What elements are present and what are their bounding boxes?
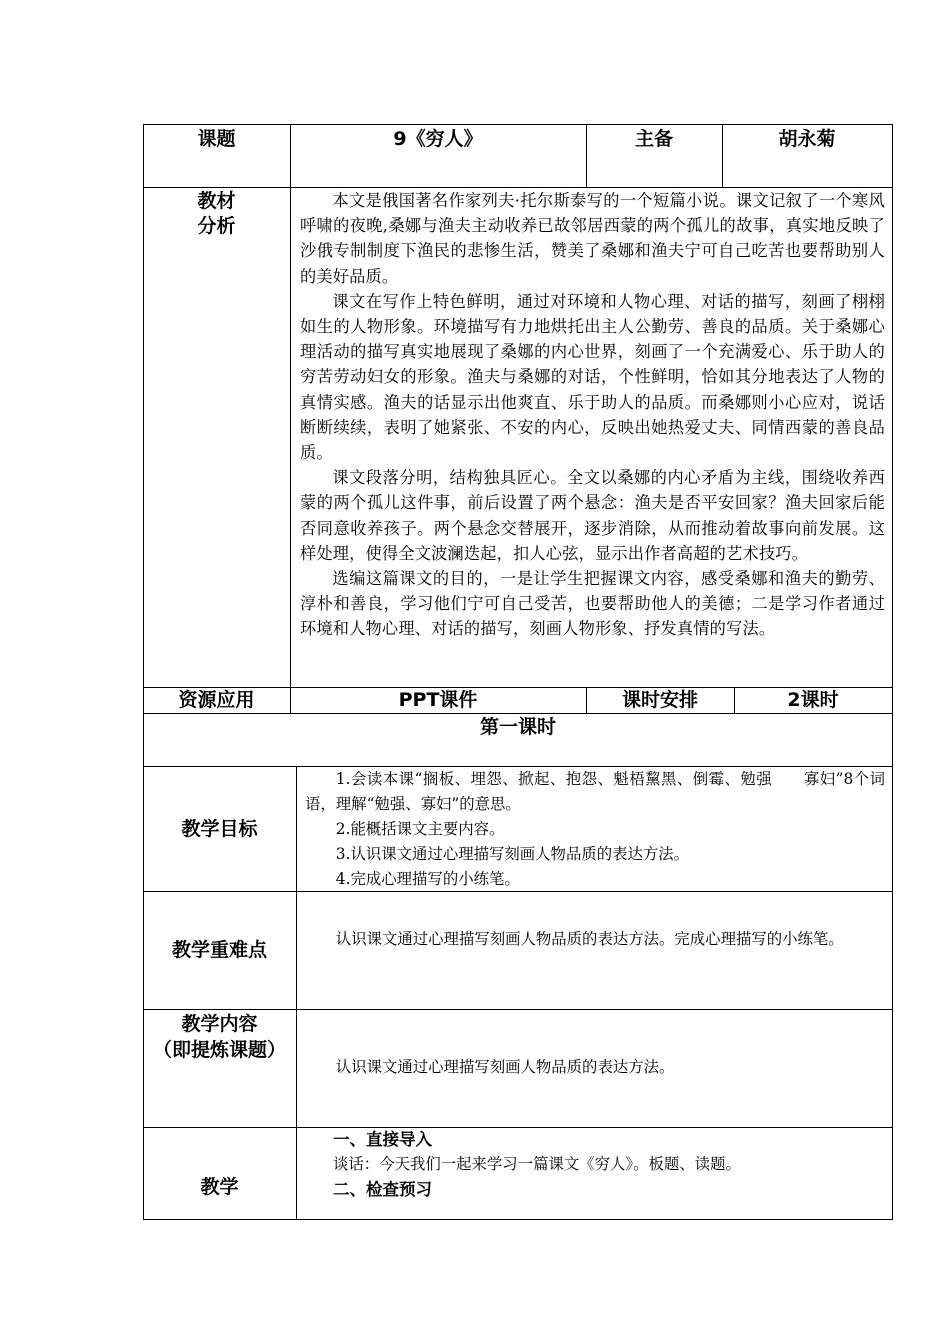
table-border bbox=[296, 766, 297, 1220]
topic-title: 9《穷人》 bbox=[393, 128, 483, 150]
content-text-box bbox=[305, 1055, 885, 1080]
resource-label: 资源应用 bbox=[178, 689, 255, 711]
process-step-text: 谈话：今天我们一起来学习一篇课文《穷人》。板题、读题。 bbox=[333, 1155, 741, 1173]
content-label bbox=[143, 1011, 296, 1063]
preparer-name: 胡永菊 bbox=[778, 128, 836, 150]
content-label-line2: （即提炼课题） bbox=[152, 1039, 286, 1061]
content-label-line1: 教学内容 bbox=[181, 1013, 258, 1035]
schedule-value: 2课时 bbox=[787, 689, 839, 711]
analysis-content bbox=[300, 188, 885, 642]
topic-label: 课题 bbox=[197, 128, 236, 150]
process-step-heading: 一、直接导入 bbox=[333, 1130, 432, 1149]
keypoints-text: 认识课文通过心理描写刻画人物品质的表达方法。完成心理描写的小练笔。 bbox=[335, 930, 844, 948]
goal-item: 3.认识课文通过心理描写刻画人物品质的表达方法。 bbox=[335, 845, 690, 863]
goal-item: 1.会读本课“搁板、埋怨、掀起、抱怨、魁梧黧黑、倒霉、勉强 寡妇”8个词语，理解“勉强、寡妇”的意思。 bbox=[305, 770, 885, 813]
analysis-paragraph: 课文在写作上特色鲜明，通过对环境和人物心理、对话的描写，刻画了栩栩如生的人物形象。环境描写有力地烘托出主人公勤劳、善良的品质。关于桑娜心理活动的描写真实地展现了桑娜的内心世界，刻画了一个充满爱心、乐于助人的穷苦劳动妇女的形象。渔夫与桑娜的对话，个性鲜明，恰如其分地表达了人物的真情实感。渔夫的话显示出他爽直、乐于助人的品质。而桑娜则小心应对，说话断断续续，表明了她紧张、不安的内心，反映出她热爱丈夫、同情西蒙的善良品质。 bbox=[300, 291, 885, 463]
table-border bbox=[143, 1219, 893, 1220]
keypoints-label: 教学重难点 bbox=[171, 939, 267, 961]
analysis-paragraph: 本文是俄国著名作家列夫·托尔斯泰写的一个短篇小说。课文记叙了一个寒风呼啸的夜晚,桑娜与渔夫主动收养已故邻居西蒙的两个孤儿的故事，真实地反映了沙俄专制制度下渔民的悲惨生活，赞美了桑娜和渔夫宁可自己吃苦也要帮助别人的美好品质。 bbox=[300, 191, 885, 286]
process-step-heading: 二、检查预习 bbox=[333, 1180, 432, 1199]
resource-value: PPT课件 bbox=[398, 689, 478, 711]
process-label: 教学 bbox=[200, 1176, 239, 1198]
analysis-paragraph: 选编这篇课文的目的，一是让学生把握课文内容，感受桑娜和渔夫的勤劳、淳朴和善良，学习他们宁可自己受苦，也要帮助他人的美德；二是学习作者通过环境和人物心理、对话的描写，刻画人物形象、抒发真情的写法。 bbox=[300, 569, 885, 639]
analysis-label-line1: 教材 bbox=[197, 190, 236, 212]
goal-item: 2.能概括课文主要内容。 bbox=[335, 820, 505, 838]
analysis-label-line2: 分析 bbox=[197, 215, 236, 237]
lesson-heading: 第一课时 bbox=[479, 716, 556, 738]
schedule-label: 课时安排 bbox=[621, 689, 698, 711]
preparer-label: 主备 bbox=[634, 128, 673, 150]
goals-content bbox=[305, 767, 885, 892]
keypoints-content bbox=[305, 927, 885, 952]
goal-item: 4.完成心理描写的小练笔。 bbox=[335, 870, 520, 888]
content-text: 认识课文通过心理描写刻画人物品质的表达方法。 bbox=[335, 1058, 675, 1076]
table-border bbox=[892, 124, 893, 1220]
goals-label: 教学目标 bbox=[181, 818, 258, 840]
table-border bbox=[143, 124, 893, 125]
process-content bbox=[305, 1127, 885, 1202]
table-border bbox=[143, 1009, 893, 1010]
analysis-paragraph: 课文段落分明，结构独具匠心。全文以桑娜的内心矛盾为主线，围绕收养西蒙的两个孤儿这件事，前后设置了两个悬念：渔夫是否平安回家？渔夫回家后能否同意收养孩子。两个悬念交替展开，逐步消除，从而推动着故事向前发展。这样处理，使得全文波澜迭起，扣人心弦，显示出作者高超的艺术技巧。 bbox=[300, 468, 885, 563]
table-border bbox=[290, 124, 291, 714]
analysis-label bbox=[143, 189, 290, 239]
